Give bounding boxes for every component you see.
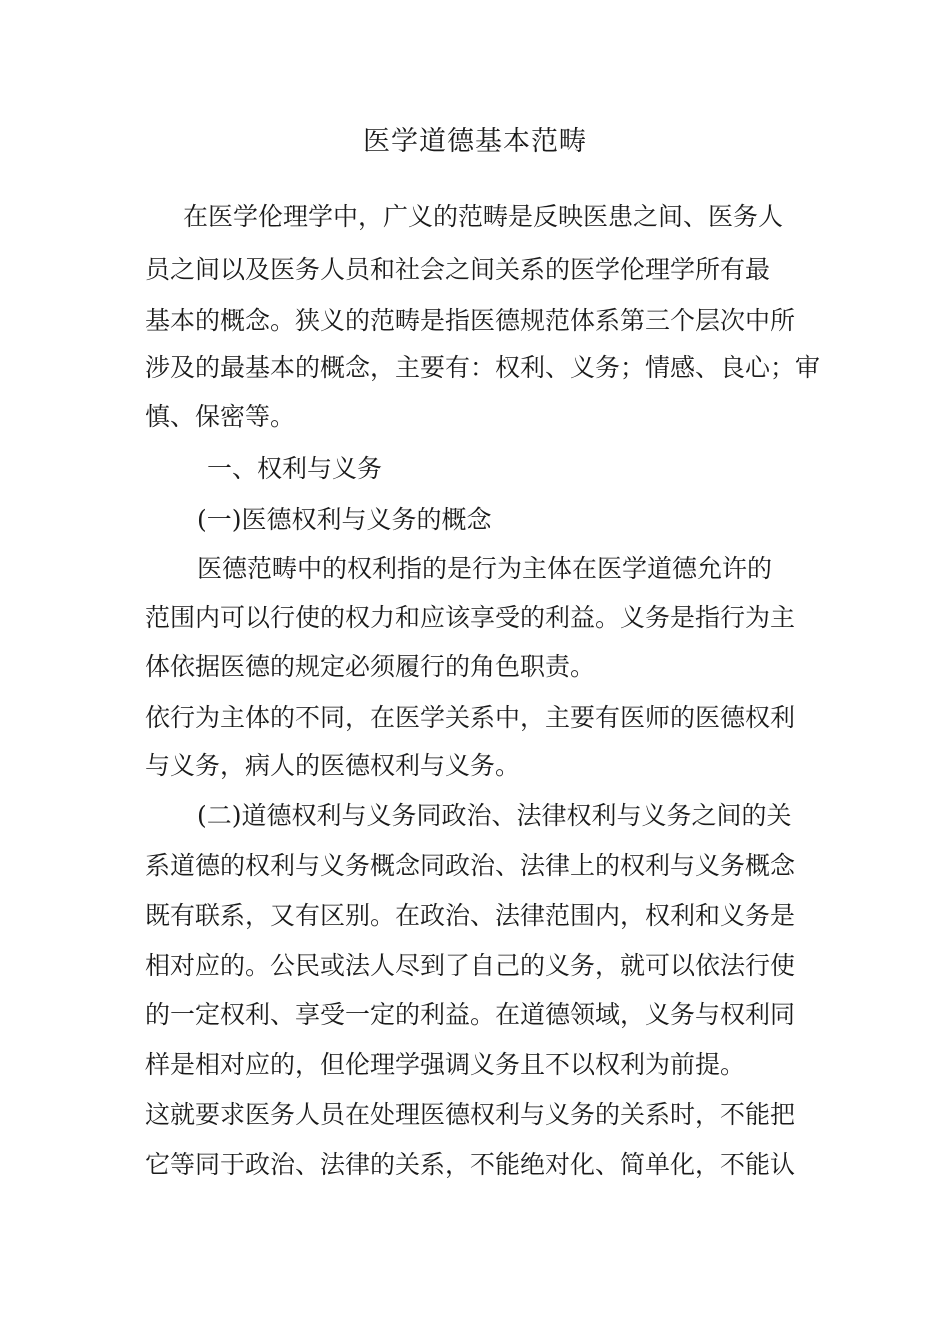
text-line: 的一定权利、享受一定的利益。在道德领域，义务与权利同 xyxy=(145,1000,796,1029)
text-line: 系道德的权利与义务概念同政治、法律上的权利与义务概念 xyxy=(145,851,796,880)
text-line: 基本的概念。狭义的范畴是指医德规范体系第三个层次中所 xyxy=(145,306,796,335)
text-line: 样是相对应的，但伦理学强调义务且不以权利为前提。 xyxy=(145,1050,746,1079)
text-line: 涉及的最基本的概念，主要有：权利、义务；情感、良心；审 xyxy=(145,353,821,382)
text-line: 依行为主体的不同，在医学关系中，主要有医师的医德权利 xyxy=(145,703,796,732)
text-line: 与义务，病人的医德权利与义务。 xyxy=(145,751,521,780)
section-heading: 一、权利与义务 xyxy=(207,454,383,483)
subsection-heading: (一)医德权利与义务的概念 xyxy=(197,505,492,534)
text-line: 范围内可以行使的权力和应该享受的利益。义务是指行为主 xyxy=(145,603,796,632)
text-line: 相对应的。公民或法人尽到了自己的义务，就可以依法行使 xyxy=(145,951,796,980)
text-line: 它等同于政治、法律的关系，不能绝对化、简单化，不能认 xyxy=(145,1150,796,1179)
text-line: 员之间以及医务人员和社会之间关系的医学伦理学所有最 xyxy=(145,255,771,284)
subsection-heading: (二)道德权利与义务同政治、法律权利与义务之间的关 xyxy=(197,801,792,830)
document-title: 医学道德基本范畴 xyxy=(363,126,587,157)
text-line: 在医学伦理学中，广义的范畴是反映医患之间、医务人 xyxy=(183,202,784,231)
text-line: 既有联系，又有区别。在政治、法律范围内，权利和义务是 xyxy=(145,901,796,930)
text-line: 医德范畴中的权利指的是行为主体在医学道德允许的 xyxy=(197,554,773,583)
text-line: 这就要求医务人员在处理医德权利与义务的关系时，不能把 xyxy=(145,1100,796,1129)
text-line: 体依据医德的规定必须履行的角色职责。 xyxy=(145,652,596,681)
text-line: 慎、保密等。 xyxy=(145,402,296,431)
